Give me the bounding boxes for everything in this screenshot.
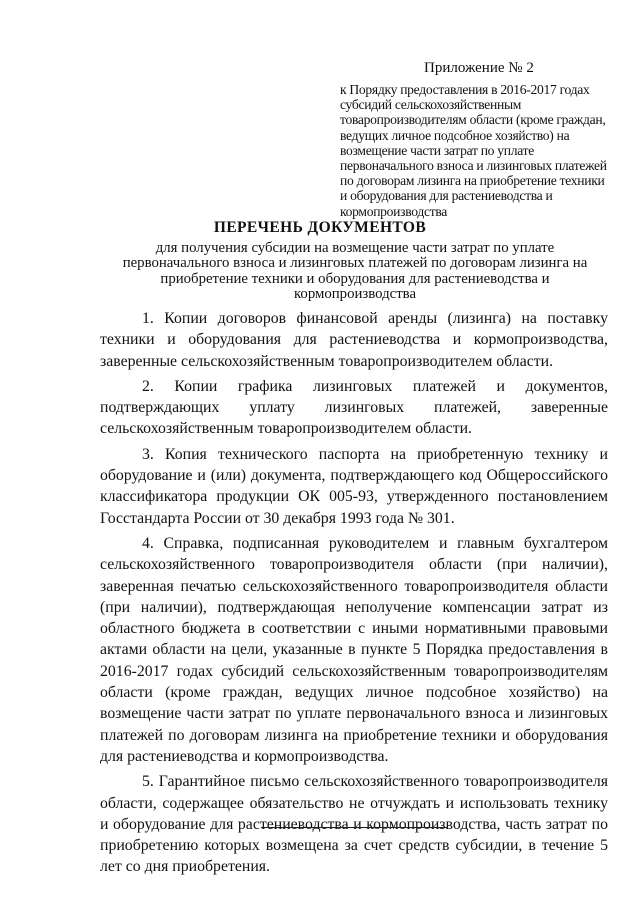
appendix-reference: к Порядку предоставления в 2016-2017 годах субсидий сельскохозяйственным товаропроизводителям области (кроме граждан, ведущих личное подсобное хозяйство) на возмещение части затрат по уплате первоначального взноса и лизинговых платежей по договорам лизинга на приобретение техники и оборудования для растениеводства и кормопроизводства	[340, 82, 607, 219]
list-item-5: 5. Гарантийное письмо сельскохозяйственного товаропроизводителя области, содержащее обязательство не отчуждать и использовать технику и оборудование для растениеводства и кормопроизводства, часть затрат по приобретению которых возмещена за счет средств субсидии, в течение 5 лет со дня приобретения.	[100, 773, 608, 876]
list-item-2: 2. Копии графика лизинговых платежей и документов, подтверждающих уплату лизинговых платежей, заверенные сельскохозяйственным товаропроизводителем области.	[100, 377, 608, 438]
list-item-1: 1. Копии договоров финансовой аренды (лизинга) на поставку техники и оборудования для растениеводства и кормопроизводства, заверенные сельскохозяйственным товаропроизводителем области.	[100, 310, 608, 370]
list-item-3: 3. Копия технического паспорта на приобретенную технику и оборудование и (или) документа, подтверждающего код Общероссийского классификатора продукции ОК 005-93, утвержденного постановлением Госстандарта России от 30 декабря 1993 года № 301.	[100, 445, 608, 527]
list-item-4: 4. Справка, подписанная руководителем и главным бухгалтером сельскохозяйственного товаропроизводителя области (при наличии), заверенная печатью сельскохозяйственного товаропроизводителя области (при наличии), подтверждающая неполучение компенсации затрат из областного бюджета в соответствии с иными нормативными правовыми актами области на цели, указанные в пункте 5 Порядка предоставления в 2016-2017 годах субсидий сельскохозяйственным товаропроизводителям области (кроме граждан, ведущих личное подсобное хозяйство) на возмещение части затрат по уплате первоначального взноса и лизинговых платежей по договорам лизинга на приобретение техники и оборудования для растениеводства и кормопроизводства.	[100, 534, 608, 765]
document-title: ПЕРЕЧЕНЬ ДОКУМЕНТОВ	[213, 219, 427, 236]
appendix-number: Приложение № 2	[424, 60, 534, 76]
document-subtitle: для получения субсидии на возмещение части затрат по уплате первоначального взноса и лизинговых платежей по договорам лизинга на приобретение техники и оборудования для растениеводства и кормопроизводства	[122, 240, 588, 303]
document-list	[100, 308, 608, 882]
end-divider	[261, 827, 447, 828]
